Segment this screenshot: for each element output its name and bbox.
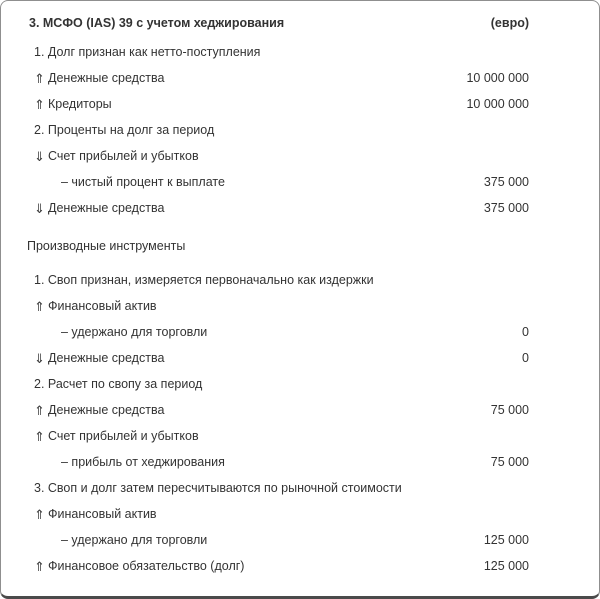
row-left <box>27 456 225 469</box>
row-left <box>27 378 202 391</box>
row-label: 1. Своп признан, измеряется первоначально как издержки <box>34 272 374 287</box>
table-row <box>27 449 573 475</box>
row-left <box>27 202 164 215</box>
row-label: – удержано для торговли <box>61 324 208 339</box>
table-row <box>27 371 573 397</box>
table-header <box>27 7 573 39</box>
double-up-arrow-icon: ⇑ <box>34 298 45 314</box>
row-label: 3. Своп и долг затем пересчитываются по рыночной стоимости <box>34 480 402 495</box>
row-label: – чистый процент к выплате <box>61 174 225 189</box>
row-value: 375 000 <box>483 200 529 215</box>
row-left <box>27 404 164 417</box>
table-row <box>27 475 573 501</box>
table-row <box>27 423 573 449</box>
group-heading-row <box>27 233 573 259</box>
row-value: 75 000 <box>490 454 529 469</box>
table-row <box>27 527 573 553</box>
row-left <box>27 300 157 313</box>
table-row <box>27 117 573 143</box>
row-label: – прибыль от хеджирования <box>61 454 225 469</box>
row-left <box>27 430 199 443</box>
row-label: 1. Долг признан как нетто-поступления <box>34 44 261 59</box>
row-label: Денежные средства <box>48 70 165 85</box>
row-label: Финансовый актив <box>48 506 157 521</box>
row-label: 2. Расчет по свопу за период <box>34 376 203 391</box>
row-label: Денежные средства <box>48 402 165 417</box>
row-label: Денежные средства <box>48 350 165 365</box>
double-up-arrow-icon: ⇑ <box>34 506 45 522</box>
table-title: 3. МСФО (IAS) 39 с учетом хеджирования <box>29 16 285 30</box>
row-left <box>27 352 164 365</box>
double-up-arrow-icon: ⇑ <box>34 402 45 418</box>
table-row <box>27 195 573 221</box>
row-label: – удержано для торговли <box>61 532 208 547</box>
row-value: 125 000 <box>483 532 529 547</box>
row-left <box>27 176 225 189</box>
row-left <box>27 508 157 521</box>
row-left <box>27 98 112 111</box>
double-down-arrow-icon: ⇓ <box>34 200 45 216</box>
row-value: 10 000 000 <box>466 96 529 111</box>
double-up-arrow-icon: ⇑ <box>34 70 45 86</box>
row-left <box>27 534 207 547</box>
row-label: Денежные средства <box>48 200 165 215</box>
row-left <box>27 482 402 495</box>
table-row <box>27 397 573 423</box>
row-label: Счет прибылей и убытков <box>48 148 199 163</box>
table-row <box>27 501 573 527</box>
row-left <box>27 72 164 85</box>
table-row <box>27 65 573 91</box>
rows-container <box>27 39 573 579</box>
row-value: 0 <box>522 350 529 365</box>
row-left <box>27 560 244 573</box>
row-label: Финансовый актив <box>48 298 157 313</box>
double-up-arrow-icon: ⇑ <box>34 96 45 112</box>
currency-label: (евро) <box>490 16 529 30</box>
table-row <box>27 293 573 319</box>
double-down-arrow-icon: ⇓ <box>34 350 45 366</box>
row-left <box>27 326 207 339</box>
double-up-arrow-icon: ⇑ <box>34 558 45 574</box>
row-value: 375 000 <box>483 174 529 189</box>
table-row <box>27 39 573 65</box>
row-left <box>27 240 185 253</box>
row-value: 125 000 <box>483 558 529 573</box>
row-label: Счет прибылей и убытков <box>48 428 199 443</box>
table-row <box>27 319 573 345</box>
row-label: Производные инструменты <box>27 238 186 253</box>
table-row <box>27 91 573 117</box>
row-value: 75 000 <box>490 402 529 417</box>
table-row <box>27 553 573 579</box>
row-left <box>27 46 260 59</box>
row-value: 0 <box>522 324 529 339</box>
row-label: Финансовое обязательство (долг) <box>48 558 245 573</box>
row-value: 10 000 000 <box>466 70 529 85</box>
row-left <box>27 150 199 163</box>
table-row <box>27 169 573 195</box>
table-row <box>27 267 573 293</box>
table-row <box>27 345 573 371</box>
double-up-arrow-icon: ⇑ <box>34 428 45 444</box>
row-left <box>27 274 374 287</box>
row-left <box>27 124 214 137</box>
row-label: 2. Проценты на долг за период <box>34 122 215 137</box>
double-down-arrow-icon: ⇓ <box>34 148 45 164</box>
table-row <box>27 143 573 169</box>
row-label: Кредиторы <box>48 96 112 111</box>
